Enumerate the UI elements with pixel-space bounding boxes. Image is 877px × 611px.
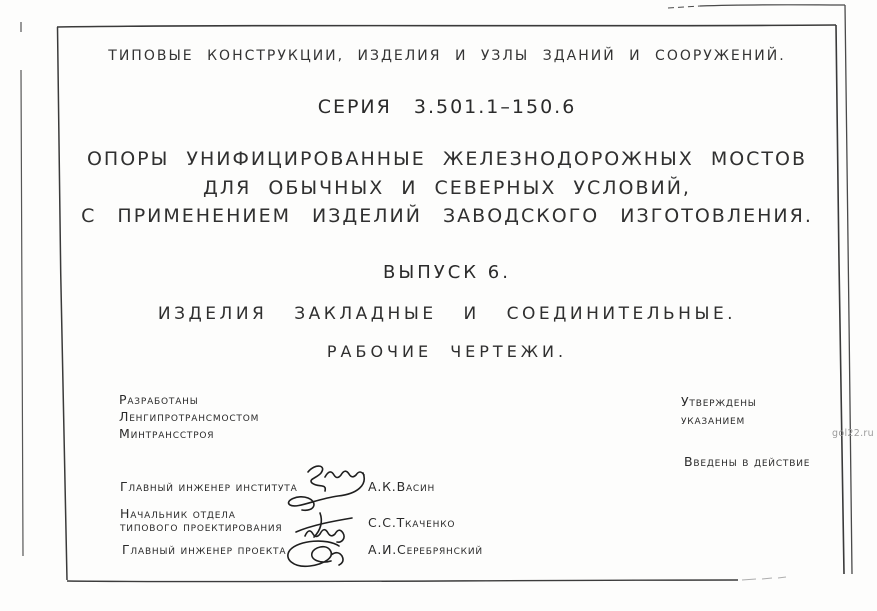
approved-by: указанием: [681, 412, 746, 427]
title-line-2: ДЛЯ ОБЫЧНЫХ И СЕВЕРНЫХ УСЛОВИЙ,: [203, 177, 691, 199]
developed-by-org1: Ленгипротрансмостом: [119, 409, 260, 424]
title-line-1: ОПОРЫ УНИФИЦИРОВАННЫЕ ЖЕЛЕЗНОДОРОЖНЫХ МОСТОВ: [86, 148, 808, 170]
signatory-role-1: Главный инженер института: [120, 479, 298, 494]
title-row-2: [57, 177, 837, 199]
issue-row: [57, 262, 837, 283]
signatory-role-2a: Начальник отдела: [120, 506, 236, 521]
issue-number: ВЫПУСК 6.: [383, 262, 511, 283]
developed-by-label: Разработаны: [119, 392, 199, 407]
subtitle2-row: [57, 342, 837, 361]
signatory-name-3: А.И.Серебрянский: [368, 542, 483, 557]
signature-serebryansky: [279, 536, 351, 576]
effective-label: Введены в действие: [684, 454, 811, 469]
document-header-row: [57, 45, 837, 64]
signatory-role-3: Главный инженер проекта: [122, 542, 287, 557]
document-header: ТИПОВЫЕ КОНСТРУКЦИИ, ИЗДЕЛИЯ И УЗЛЫ ЗДАНИЙ И СООРУЖЕНИЙ.: [108, 48, 786, 64]
approved-label: Утверждены: [681, 394, 757, 409]
title-row-3: [57, 205, 837, 227]
subtitle: ИЗДЕЛИЯ ЗАКЛАДНЫЕ И СОЕДИНИТЕЛЬНЫЕ.: [157, 304, 737, 324]
series-row: [57, 96, 837, 118]
title-row-1: [57, 148, 837, 170]
signatory-name-2: С.С.Ткаченко: [368, 515, 456, 530]
subtitle-2: РАБОЧИЕ ЧЕРТЕЖИ.: [326, 342, 568, 361]
subtitle-row: [57, 304, 837, 324]
signatory-role-2b: типового проектирования: [120, 519, 283, 534]
developed-by-org2: Минтрансстроя: [119, 426, 215, 441]
signatory-name-1: А.К.Васин: [368, 479, 436, 494]
site-watermark: gol22.ru: [832, 428, 874, 439]
title-line-3: С ПРИМЕНЕНИЕМ ИЗДЕЛИЙ ЗАВОДСКОГО ИЗГОТОВЛЕНИЯ.: [81, 205, 813, 227]
series-number: СЕРИЯ 3.501.1–150.6: [317, 96, 577, 118]
